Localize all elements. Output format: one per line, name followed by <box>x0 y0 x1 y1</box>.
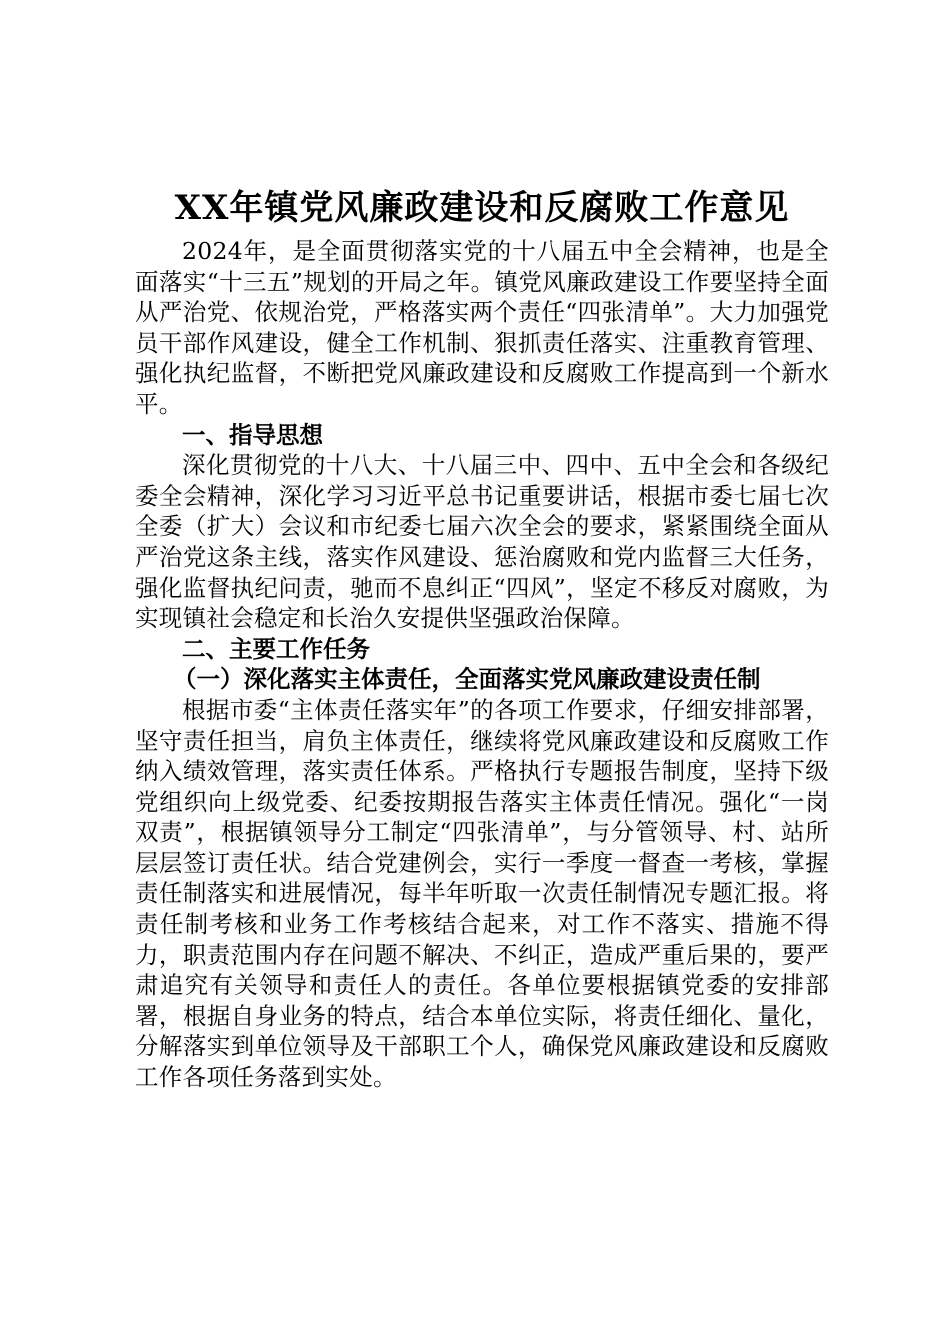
document-page <box>135 184 829 1093</box>
section-heading-main-tasks: 二、主要工作任务 <box>182 634 370 663</box>
guiding-thought-paragraph: 深化贯彻党的十八大、十八届三中、四中、五中全会和各级纪委全会精神，深化学习习近平总书记重要讲话，根据市委七届七次全委（扩大）会议和市纪委七届六次全会的要求，紧紧围绕全面从严治党这条主线，落实作风建设、惩治腐败和党内监督三大任务，强化监督执纪问责，驰而不息纠正“四风”，坚定不移反对腐败，为实现镇社会稳定和长治久安提供坚强政治保障。 <box>135 451 829 633</box>
document-title: XX年镇党风廉政建设和反腐败工作意见 <box>174 188 790 228</box>
subsection-heading-responsibility: （一）深化落实主体责任，全面落实党风廉政建设责任制 <box>173 665 761 694</box>
section-heading-guiding-thought: 一、指导思想 <box>182 420 323 449</box>
responsibility-paragraph: 根据市委“主体责任落实年”的各项工作要求，仔细安排部署，坚守责任担当，肩负主体责任，继续将党风廉政建设和反腐败工作纳入绩效管理，落实责任体系。严格执行专题报告制度，坚持下级党组织向上级党委、纪委按期报告落实主体责任情况。强化“一岗双责”，根据镇领导分工制定“四张清单”，与分管领导、村、站所层层签订责任状。结合党建例会，实行一季度一督查一考核，掌握责任制落实和进展情况，每半年听取一次责任制情况专题汇报。将责任制考核和业务工作考核结合起来，对工作不落实、措施不得力，职责范围内存在问题不解决、不纠正，造成严重后果的，要严肃追究有关领导和责任人的责任。各单位要根据镇党委的安排部署，根据自身业务的特点，结合本单位实际，将责任细化、量化，分解落实到单位领导及干部职工个人，确保党风廉政建设和反腐败工作各项任务落到实处。 <box>135 695 829 1092</box>
intro-paragraph: 2024年，是全面贯彻落实党的十八届五中全会精神，也是全面落实“十三五”规划的开局之年。镇党风廉政建设工作要坚持全面从严治党、依规治党，严格落实两个责任“四张清单”。大力加强党员干部作风建设，健全工作机制、狠抓责任落实、注重教育管理、强化执纪监督，不断把党风廉政建设和反腐败工作提高到一个新水平。 <box>135 237 829 418</box>
